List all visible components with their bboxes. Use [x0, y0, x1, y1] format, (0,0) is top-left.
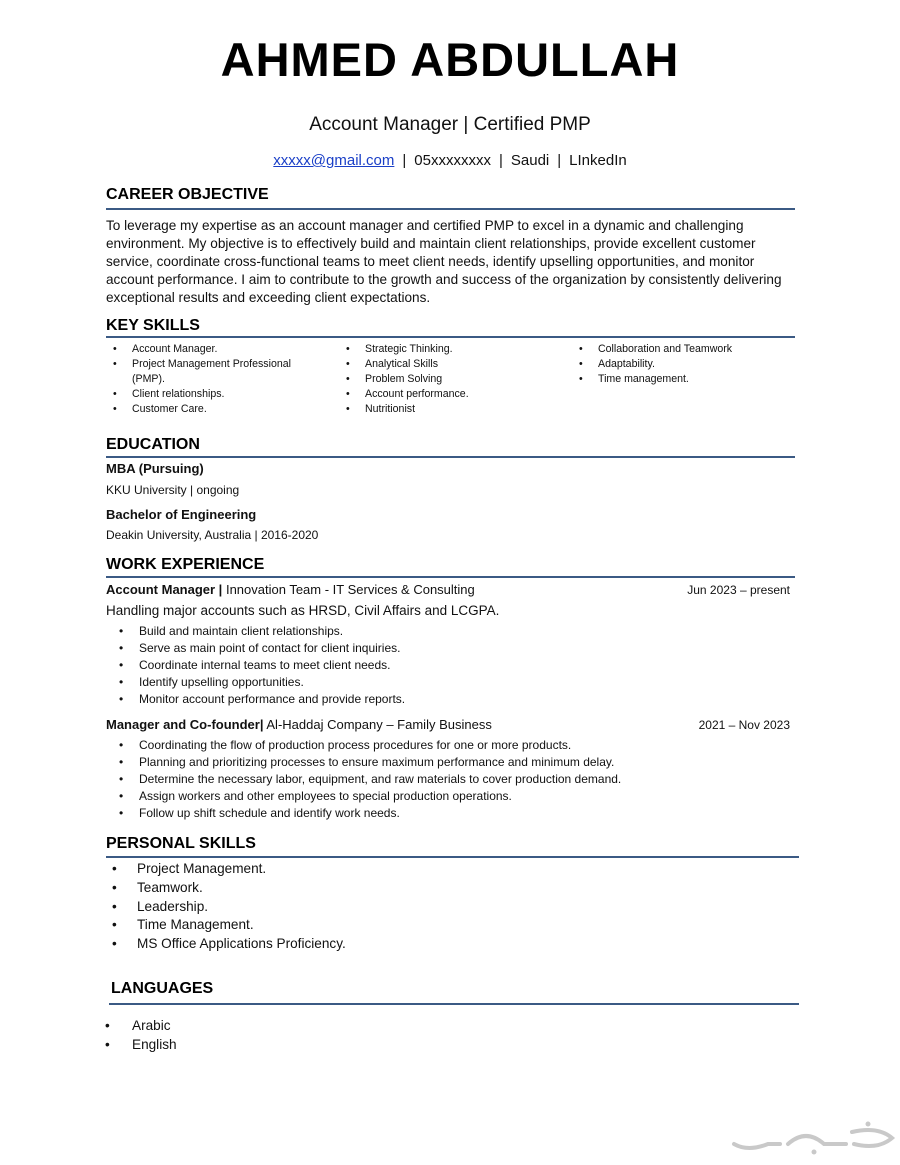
- responsibility-item: • Follow up shift schedule and identify work needs.: [106, 805, 621, 822]
- section-divider: [106, 208, 795, 210]
- personal-skill-item: • MS Office Applications Proficiency.: [106, 935, 346, 954]
- career-objective-text: To leverage my expertise as an account manager and certified PMP to excel in a dynamic and challenging environment. My objective is to effectively build and maintain client relationships, provide excellent customer service, coordinate cross-functional teams to meet client needs, identify upselling opportunities, and monitor account performance. I aim to contribute to the growth and success of the organization by consistently delivering exceptional results and exceeding client expectations.: [106, 218, 782, 305]
- career-objective-heading: CAREER OBJECTIVE: [106, 186, 269, 203]
- skill-item: • Collaboration and Teamwork: [572, 342, 792, 357]
- education-heading: EDUCATION: [106, 436, 200, 453]
- candidate-title: Account Manager | Certified PMP: [309, 114, 591, 135]
- candidate-name: AHMED ABDULLAH: [220, 33, 680, 86]
- responsibility-item: • Identify upselling opportunities.: [106, 674, 405, 691]
- key-skills-column-2: [339, 342, 549, 417]
- personal-skill-item: • Project Management.: [106, 860, 346, 879]
- job-title: Manager and Co-founder|: [106, 717, 264, 732]
- job-company: Innovation Team - IT Services & Consulting: [225, 582, 475, 597]
- language-item: • Arabic: [100, 1016, 177, 1035]
- skill-item: • Account performance.: [339, 387, 549, 402]
- watermark-logo-icon: [728, 1118, 898, 1158]
- responsibility-item: • Coordinate internal teams to meet client needs.: [106, 657, 405, 674]
- job-header: [106, 582, 790, 597]
- personal-skill-item: • Teamwork.: [106, 879, 346, 898]
- responsibility-item: • Determine the necessary labor, equipment, and raw materials to cover production demand.: [106, 771, 621, 788]
- skill-item: • Project Management Professional (PMP).: [106, 357, 306, 387]
- language-item: • English: [100, 1035, 177, 1054]
- section-divider: [106, 856, 799, 858]
- job-summary: Handling major accounts such as HRSD, Civil Affairs and LCGPA.: [106, 603, 500, 618]
- job-title: Account Manager |: [106, 582, 223, 597]
- key-skills-heading: KEY SKILLS: [106, 317, 200, 334]
- work-experience-heading: WORK EXPERIENCE: [106, 556, 265, 573]
- job-responsibilities: [106, 737, 621, 822]
- skill-item: • Time management.: [572, 372, 792, 387]
- job-company: Al-Haddaj Company – Family Business: [266, 717, 492, 732]
- personal-skills-heading: PERSONAL SKILLS: [106, 835, 256, 852]
- skill-item: • Customer Care.: [106, 402, 306, 417]
- responsibility-item: • Assign workers and other employees to special production operations.: [106, 788, 621, 805]
- responsibility-item: • Planning and prioritizing processes to ensure maximum performance and minimum delay.: [106, 754, 621, 771]
- separator: |: [402, 152, 407, 169]
- linkedin-link[interactable]: LInkedIn: [569, 152, 627, 169]
- education-degree: Bachelor of Engineering: [106, 507, 257, 522]
- key-skills-column-3: [572, 342, 792, 387]
- personal-skills-list: [106, 860, 346, 954]
- contact-line: [0, 152, 900, 169]
- responsibility-item: • Serve as main point of contact for client inquiries.: [106, 640, 405, 657]
- location: Saudi: [510, 152, 550, 169]
- responsibility-item: • Build and maintain client relationships.: [106, 623, 405, 640]
- separator: |: [557, 152, 562, 169]
- skill-item: • Account Manager.: [106, 342, 306, 357]
- personal-skill-item: • Time Management.: [106, 916, 346, 935]
- skill-item: • Strategic Thinking.: [339, 342, 549, 357]
- skill-item: • Client relationships.: [106, 387, 306, 402]
- section-divider: [106, 336, 795, 338]
- email-link[interactable]: xxxxx@gmail.com: [273, 152, 395, 169]
- responsibility-item: • Monitor account performance and provide reports.: [106, 691, 405, 708]
- skill-item: • Analytical Skills: [339, 357, 549, 372]
- languages-list: [100, 1016, 177, 1054]
- job-header: [106, 717, 790, 732]
- job-date: Jun 2023 – present: [687, 583, 790, 597]
- education-institution: KKU University | ongoing: [106, 483, 240, 497]
- skill-item: • Nutritionist: [339, 402, 549, 417]
- responsibility-item: • Coordinating the flow of production process procedures for one or more products.: [106, 737, 621, 754]
- skill-item: • Adaptability.: [572, 357, 792, 372]
- key-skills-column-1: [106, 342, 306, 417]
- skill-item: • Problem Solving: [339, 372, 549, 387]
- phone-number: 05xxxxxxxx: [414, 152, 491, 169]
- separator: |: [498, 152, 503, 169]
- job-date: 2021 – Nov 2023: [698, 718, 790, 732]
- job-responsibilities: [106, 623, 405, 708]
- personal-skill-item: • Leadership.: [106, 898, 346, 917]
- education-degree: MBA (Pursuing): [106, 461, 204, 476]
- section-divider: [106, 456, 795, 458]
- education-institution: Deakin University, Australia | 2016-2020: [106, 528, 319, 542]
- section-divider: [109, 1003, 799, 1005]
- languages-heading: LANGUAGES: [111, 980, 214, 997]
- section-divider: [106, 576, 795, 578]
